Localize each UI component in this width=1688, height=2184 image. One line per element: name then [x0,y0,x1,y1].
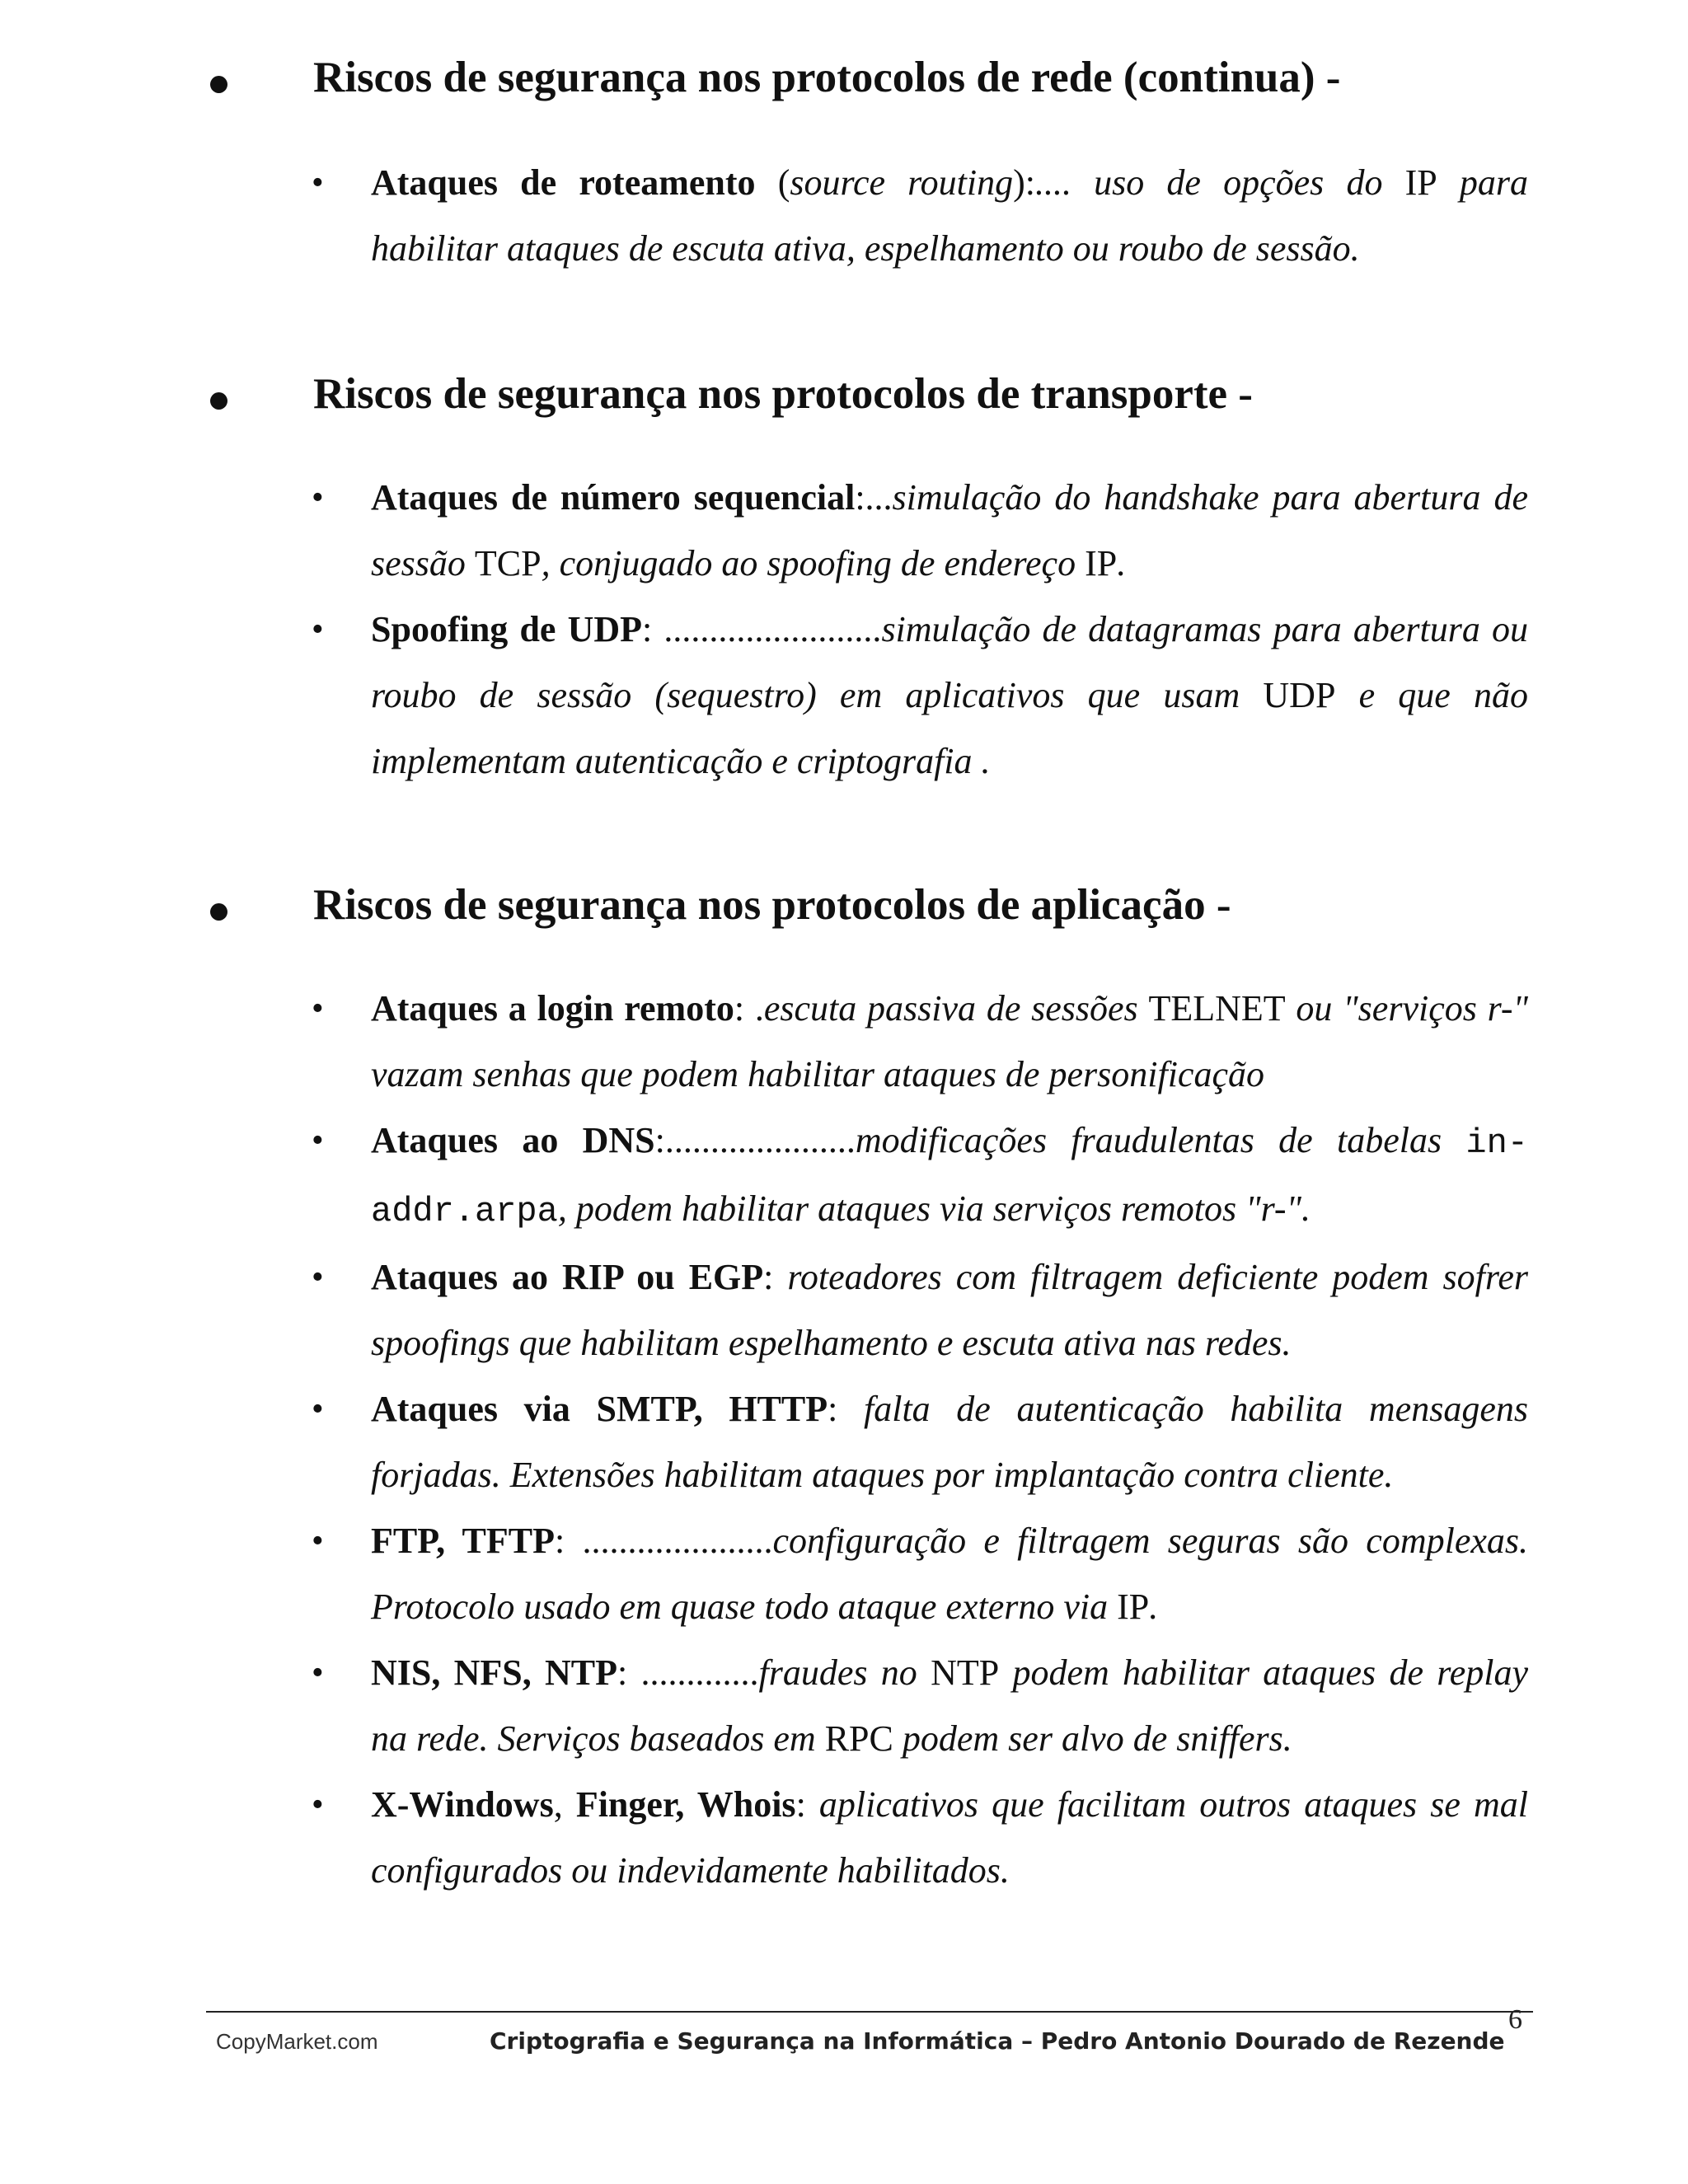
list-item [0,1772,1688,1904]
item-text: Ataques via SMTP, HTTP: falta de autenticação habilita mensagens forjadas. Extensões habilitam ataques por implantação contra cliente. [371,1389,1528,1495]
bullet-icon: • [312,1522,324,1560]
section-title: Riscos de segurança nos protocolos de rede (continua) - [313,54,1341,101]
item-text: FTP, TFTP: .....................configuração e filtragem seguras são complexas. Protocolo usado em quase todo ataque externo via IP. [371,1521,1529,1627]
list-item [0,465,1688,597]
bullet-icon: • [312,479,324,517]
section-heading [0,359,1688,429]
list-item [0,597,1688,794]
item-text: Ataques a login remoto: .escuta passiva de sessões TELNET ou "serviços r-" vazam senhas que podem habilitar ataques de personificação [371,988,1529,1094]
bullet-icon [210,903,227,921]
item-text: Ataques ao DNS:.....................modificações fraudulentas de tabelas in-addr.arpa, podem habilitar ataques via serviços remotos "r-". [371,1120,1529,1231]
bullet-icon: • [312,1258,324,1296]
bullet-icon: • [312,611,324,649]
bullet-icon: • [312,1122,324,1160]
item-text: NIS, NFS, NTP: .............fraudes no NTP podem habilitar ataques de replay na rede. Serviços baseados em RPC podem ser alvo de sniffers. [371,1652,1529,1759]
list-item [0,1244,1688,1376]
bullet-icon: • [312,1654,324,1692]
bullet-icon: • [312,164,324,202]
bullet-icon [210,392,227,410]
item-text: Ataques de número sequencial:...simulação do handshake para abertura de sessão TCP, conjugado ao spoofing de endereço IP. [371,477,1529,583]
item-text: X-Windows, Finger, Whois: aplicativos que facilitam outros ataques se mal configurados ou indevidamente habilitados. [371,1784,1528,1891]
section-application-protocols [0,870,1688,940]
item-text: Ataques ao RIP ou EGP: roteadores com filtragem deficiente podem sofrer spoofings que habilitam espelhamento e escuta ativa nas redes. [371,1257,1529,1363]
bullet-icon: • [312,1786,324,1824]
list-item [0,1108,1688,1244]
list-item [0,976,1688,1108]
item-text: Ataques de roteamento (source routing):.... uso de opções do IP para habilitar ataques de escuta ativa, espelhamento ou roubo de sessão. [371,162,1528,269]
item-list [0,465,1688,794]
footer-divider [206,2011,1533,2013]
footer-site: CopyMarket.com [216,2029,378,2054]
list-item [0,150,1688,282]
list-item [0,1640,1688,1772]
footer-book-title: Criptografia e Segurança na Informática – Pedro Antonio Dourado de Rezende [490,2027,1505,2055]
list-item [0,1376,1688,1508]
item-list [0,976,1688,1904]
list-item [0,1508,1688,1640]
item-list [0,150,1688,282]
section-title: Riscos de segurança nos protocolos de aplicação - [313,881,1231,929]
bullet-icon: • [312,990,324,1028]
section-heading [0,870,1688,940]
item-text: Spoofing de UDP: ........................simulação de datagramas para abertura ou roubo de sessão (sequestro) em aplicativos que usam UDP e que não implementam autenticação e criptografia . [371,609,1529,781]
section-title: Riscos de segurança nos protocolos de transporte - [313,370,1253,418]
page-number: 6 [1508,2004,1522,2035]
section-heading [0,43,1688,112]
section-transport-protocols [0,359,1688,429]
bullet-icon: • [312,1390,324,1428]
bullet-icon [210,76,227,93]
section-network-protocols [0,43,1688,112]
